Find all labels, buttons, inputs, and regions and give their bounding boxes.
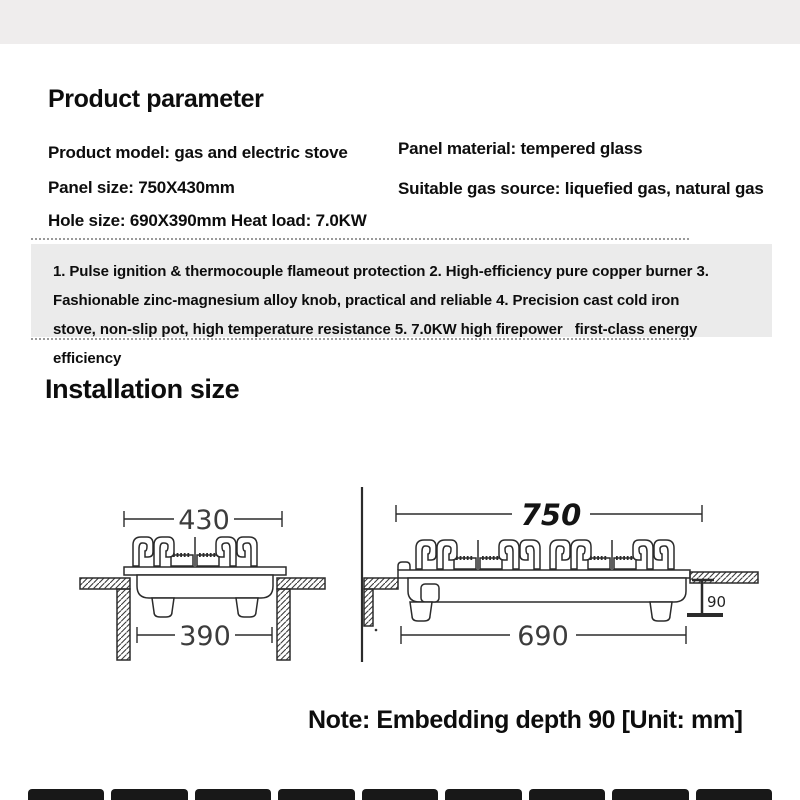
hole-left-wall [117,589,130,660]
corner-dot [375,629,378,632]
strip-segment [111,789,187,800]
top-gray-band [0,0,800,44]
left-diagram [80,502,325,660]
strip-segment [28,789,104,800]
installation-diagrams [0,468,800,673]
dim-750-label: 750 [520,498,582,532]
right-stove-foot-1 [410,602,432,621]
counter-left-strip [80,578,130,589]
counter-left-section [364,578,398,589]
counter-left-corner [364,589,373,626]
strip-segment [362,789,438,800]
dim-390-label: 390 [179,621,231,652]
spec-gas-source: Suitable gas source: liquefied gas, natural gas [398,179,764,198]
panel-left-lip [398,562,410,570]
embed-depth-marker [687,580,726,615]
bottom-image-edge-strip [28,789,772,800]
left-stove-foot-2 [236,598,258,617]
spec-hole-size-heat-load: Hole size: 690X390mm Heat load: 7.0KW [48,211,367,230]
left-stove-panel [124,567,286,575]
strip-segment [278,789,354,800]
body-tab [421,584,439,602]
strip-segment [529,789,605,800]
counter-right-section [690,572,758,583]
strip-segment [696,789,772,800]
right-diagram-hole-dimension [401,618,686,652]
features-text: 1. Pulse ignition & thermocouple flameout protection 2. High-efficiency pure copper burner 3. Fashionable zinc-magnesium alloy knob, practical and reliable 4. Precision cast cold iron stove, non-slip pot, high temperature resistance 5. 7.0KW high firepower first-class energy efficiency [53,263,713,367]
strip-segment [195,789,271,800]
right-burner-right-profile [550,540,674,569]
left-diagram-top-dimension [124,502,282,536]
left-diagram-hole-dimension [137,618,272,652]
strip-segment [445,789,521,800]
dim-690-label: 690 [517,621,569,652]
left-stove-body [137,575,273,598]
dim-90-label: 90 [707,593,727,611]
right-burner-left-profile [416,540,540,569]
right-diagram [362,487,758,662]
spec-product-model: Product model: gas and electric stove [48,143,348,162]
left-burner-profile [133,537,257,566]
dotted-divider-bottom [31,338,689,340]
dotted-divider-top [31,238,689,240]
dim-430-label: 430 [178,505,230,536]
features-box [31,244,772,367]
right-stove-panel [398,570,690,578]
spec-panel-material: Panel material: tempered glass [398,139,643,158]
left-stove-foot-1 [152,598,174,617]
right-stove-foot-2 [650,602,672,621]
right-stove-body [408,578,686,602]
strip-segment [612,789,688,800]
installation-size-title: Installation size [45,374,240,405]
hole-right-wall [277,589,290,660]
embedding-depth-note: Note: Embedding depth 90 [Unit: mm] [308,706,743,734]
spec-panel-size: Panel size: 750X430mm [48,178,235,197]
counter-right-strip [277,578,325,589]
right-diagram-top-dimension [396,496,702,532]
product-parameter-title: Product parameter [48,84,264,113]
